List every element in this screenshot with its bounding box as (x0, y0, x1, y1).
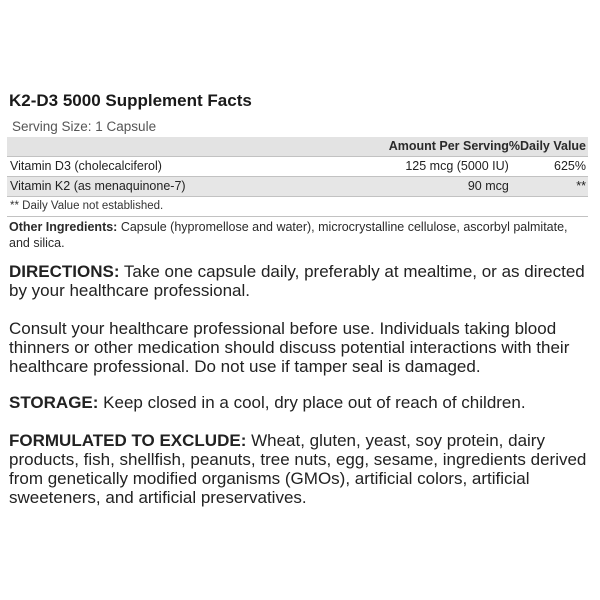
exclude-label: FORMULATED TO EXCLUDE: (9, 431, 247, 450)
nutrient-amount: 125 mcg (5000 IU) (405, 159, 509, 173)
formulated-to-exclude-paragraph (9, 431, 593, 507)
storage-label: STORAGE: (9, 393, 99, 412)
storage-text: Keep closed in a cool, dry place out of reach of children. (98, 393, 526, 412)
supplement-facts-table (7, 137, 588, 217)
nutrient-name: Vitamin D3 (cholecalciferol) (10, 159, 162, 173)
storage-paragraph (9, 393, 593, 412)
footnote-row (7, 197, 588, 217)
directions-label: DIRECTIONS: (9, 262, 120, 281)
other-ingredients-text: Capsule (hypromellose and water), microcrystalline cellulose, ascorbyl palmitate, and silica. (9, 220, 568, 250)
directions-text: Take one capsule daily, preferably at mealtime, or as directed by your healthcare professional. (9, 262, 585, 300)
consult-paragraph (9, 319, 593, 376)
nutrient-name: Vitamin K2 (as menaquinone-7) (7, 177, 345, 197)
other-ingredients-label: Other Ingredients: (9, 220, 118, 234)
header-daily-value: %Daily Value (509, 137, 588, 157)
table-header-row (7, 137, 588, 157)
serving-size: Serving Size: 1 Capsule (12, 119, 157, 134)
nutrient-amount: 90 mcg (345, 177, 509, 197)
table-row (7, 177, 588, 197)
header-name (7, 137, 345, 157)
nutrient-daily-value: 625% (554, 159, 586, 173)
header-amount: Amount Per Serving (345, 137, 509, 157)
consult-text: Consult your healthcare professional before use. Individuals taking blood thinners or other medication should discuss potential interactions with their healthcare professional. Do not use if tamper seal is damaged. (9, 319, 570, 376)
exclude-text: Wheat, gluten, yeast, soy protein, dairy products, fish, shellfish, peanuts, tree nuts, egg, sesame, ingredients derived from genetically modified organisms (GMOs), artificial colors, artificial sweeteners, and artificial preservatives. (9, 431, 587, 507)
daily-value-footnote: ** Daily Value not established. (10, 200, 164, 212)
table-row (7, 157, 588, 177)
directions-paragraph (9, 262, 593, 300)
other-ingredients (9, 220, 591, 251)
supplement-facts-title: K2-D3 5000 Supplement Facts (9, 91, 252, 110)
nutrient-daily-value: ** (509, 177, 588, 197)
